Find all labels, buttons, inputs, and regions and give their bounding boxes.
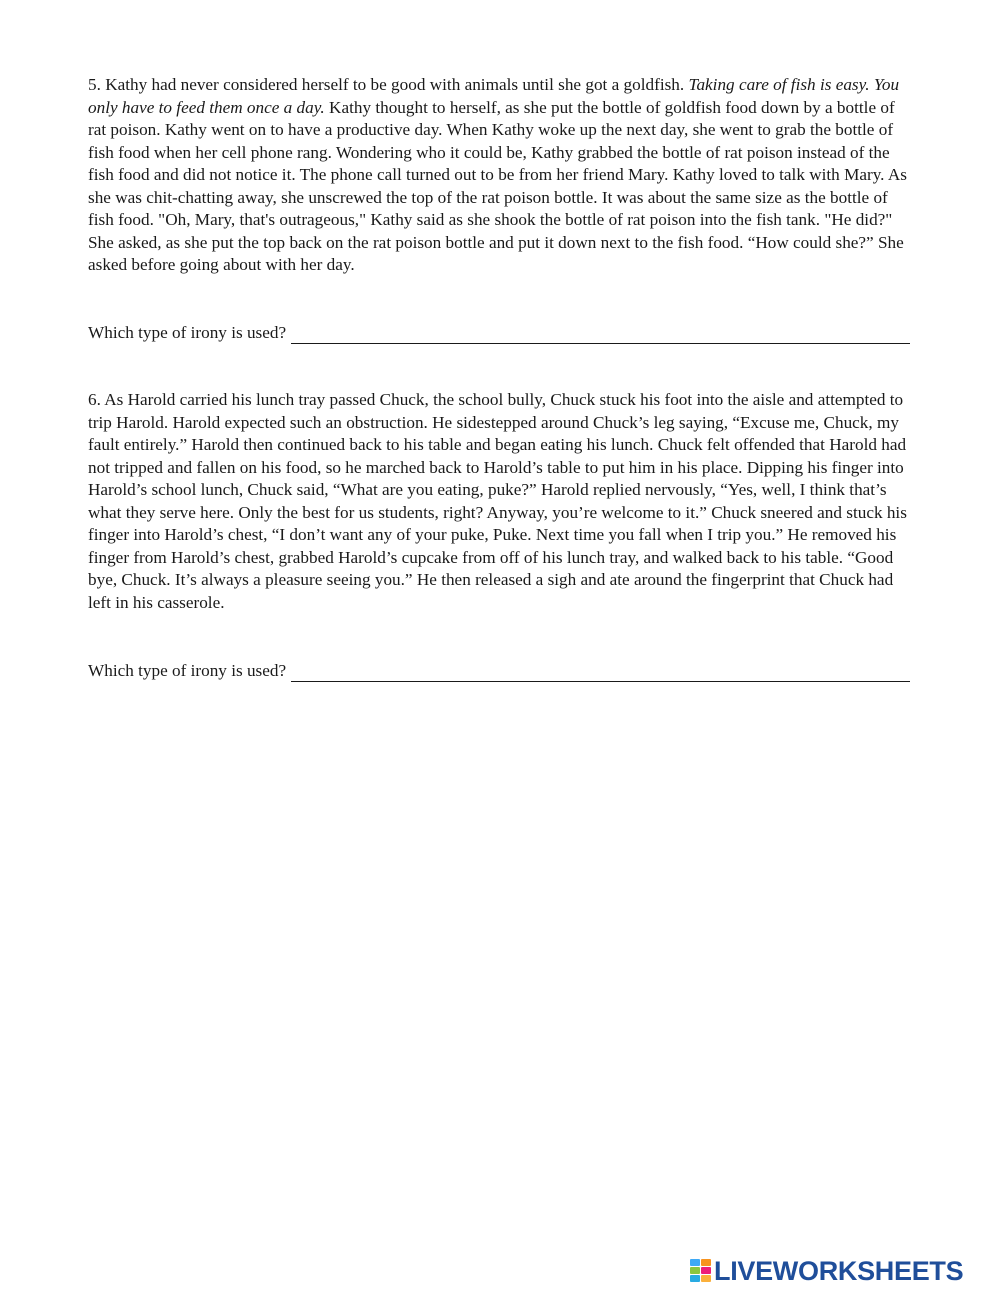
question-5-label: Which type of irony is used? — [88, 323, 287, 342]
liveworksheets-logo-text: LIVEWORKSHEETS — [714, 1256, 964, 1286]
passage-5-intro: 5. Kathy had never considered herself to be good with animals until she got a goldfish. — [88, 75, 685, 94]
answer-6-input[interactable] — [291, 661, 910, 682]
question-6-label: Which type of irony is used? — [88, 661, 287, 680]
passage-6: 6. As Harold carried his lunch tray passed Chuck, the school bully, Chuck stuck his foot into the aisle and attempted to trip Harold. Harold expected such an obstruction. He sidestepped around Chuck’s leg saying, “Excuse me, Chuck, my fault entirely.” Harold then continued back to his table and began eating his lunch. Chuck felt offended that Harold had not tripped and fallen on his food, so he marched back to Harold’s table to put him in his place. Dipping his finger into Harold’s school lunch, Chuck said, “What are you eating, puke?” Harold replied nervously, “Yes, well, I think that’s what they serve here. Only the best for us students, right? Anyway, you’re welcome to it.” Chuck sneered and stuck his finger into Harold’s chest, “I don’t want any of your puke, Puke. Next time you fall when I trip you.” He removed his finger from Harold’s chest, grabbed Harold’s cupcake from off of his lunch tray, and walked back to his table. “Good bye, Chuck. It’s always a pleasure seeing you.” He then released a sigh and ate around the fingerprint that Chuck had left in his casserole. — [88, 390, 907, 612]
answer-5-input[interactable] — [291, 323, 910, 344]
liveworksheets-blocks-icon — [690, 1259, 712, 1283]
passage-5-body: Kathy thought to herself, as she put the bottle of goldfish food down by a bottle of rat poison. Kathy went on to have a productive day. When Kathy woke up the next day, she went to grab the bottle of fish food when her cell phone rang. Wondering who it could be, Kathy grabbed the bottle of rat poison instead of the fish food and did not notice it. The phone call turned out to be from her friend Mary. Kathy loved to talk with Mary. As she was chit-chatting away, she unscrewed the top of the rat poison bottle. It was about the same size as the bottle of fish food. "Oh, Mary, that's outrageous," Kathy said as she shook the bottle of rat poison into the fish tank. "He did?" She asked, as she put the top back on the rat poison bottle and put it down next to the fish food. “How could she?” She asked before going about with her day. — [88, 97, 907, 274]
question-6 — [88, 660, 910, 683]
passage-5-thought: Taking care of fish is easy. You only have to feed them once a day. — [88, 75, 900, 117]
passage-5 — [88, 74, 914, 277]
question-5 — [88, 322, 910, 345]
liveworksheets-logo — [690, 1256, 963, 1286]
